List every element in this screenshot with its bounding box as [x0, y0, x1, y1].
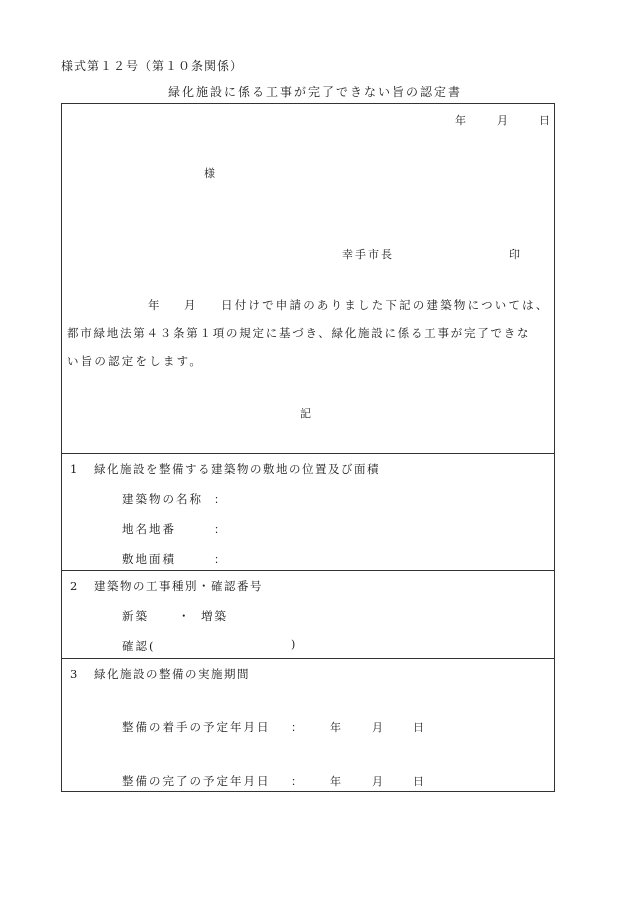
- section-3-title: 緑化施設の整備の実施期間: [94, 667, 250, 681]
- addressee-suffix: 様: [204, 167, 215, 180]
- completion-date-day: 日: [413, 775, 424, 788]
- section-3-heading: [70, 666, 250, 682]
- confirmation-close-paren: ): [291, 638, 296, 651]
- section-3-number: 3: [70, 667, 79, 681]
- divider-section-2: [61, 570, 555, 571]
- site-area-label: 敷地面積: [122, 552, 176, 566]
- section-2-heading: [70, 578, 263, 594]
- body-line-2: 都市緑地法第４３条第１項の規定に基づき、緑化施設に係る工事が完了できな: [67, 326, 531, 340]
- section-1-title: 緑化施設を整備する建築物の敷地の位置及び面積: [94, 462, 380, 476]
- form-number: 様式第１２号（第１０条関係）: [61, 59, 244, 73]
- start-date-colon: ：: [291, 721, 302, 734]
- completion-date-month: 月: [372, 775, 383, 788]
- section-2-number: 2: [70, 579, 79, 593]
- body-month: 月: [184, 298, 198, 312]
- body-line-1: 日付けで申請のありました下記の建築物については、: [221, 298, 550, 312]
- seal-mark: 印: [509, 248, 520, 261]
- divider-section-1: [61, 453, 555, 454]
- option-extension: 増築: [201, 609, 228, 623]
- confirmation-label: 確認(: [122, 639, 156, 653]
- completion-date-label: 整備の完了の予定年月日: [122, 774, 271, 788]
- form-frame: [61, 103, 555, 792]
- body-year: 年: [148, 298, 162, 312]
- start-date-month: 月: [372, 721, 383, 734]
- date-month: 月: [497, 114, 508, 127]
- section-2-title: 建築物の工事種別・確認番号: [94, 579, 263, 593]
- lot-number-colon: ：: [214, 523, 225, 536]
- start-date-year: 年: [330, 721, 341, 734]
- start-date-day: 日: [413, 721, 424, 734]
- building-name-colon: ：: [214, 493, 225, 506]
- divider-section-3: [61, 658, 555, 659]
- completion-date-colon: ：: [291, 775, 302, 788]
- section-1-heading: [70, 461, 380, 477]
- date-day: 日: [539, 114, 550, 127]
- option-new-build: 新築: [122, 609, 149, 623]
- building-name-label: 建築物の名称: [122, 492, 203, 506]
- body-line-3: い旨の認定をします。: [67, 354, 204, 368]
- ki-label: 記: [300, 407, 311, 420]
- date-year: 年: [455, 114, 466, 127]
- issuer-name: 幸手市長: [342, 248, 394, 261]
- section-1-number: 1: [70, 462, 79, 476]
- site-area-colon: ：: [214, 553, 225, 566]
- option-separator: ・: [178, 609, 192, 623]
- completion-date-year: 年: [330, 775, 341, 788]
- start-date-label: 整備の着手の予定年月日: [122, 720, 271, 734]
- document-title: 緑化施設に係る工事が完了できない旨の認定書: [167, 85, 462, 99]
- lot-number-label: 地名地番: [122, 522, 176, 536]
